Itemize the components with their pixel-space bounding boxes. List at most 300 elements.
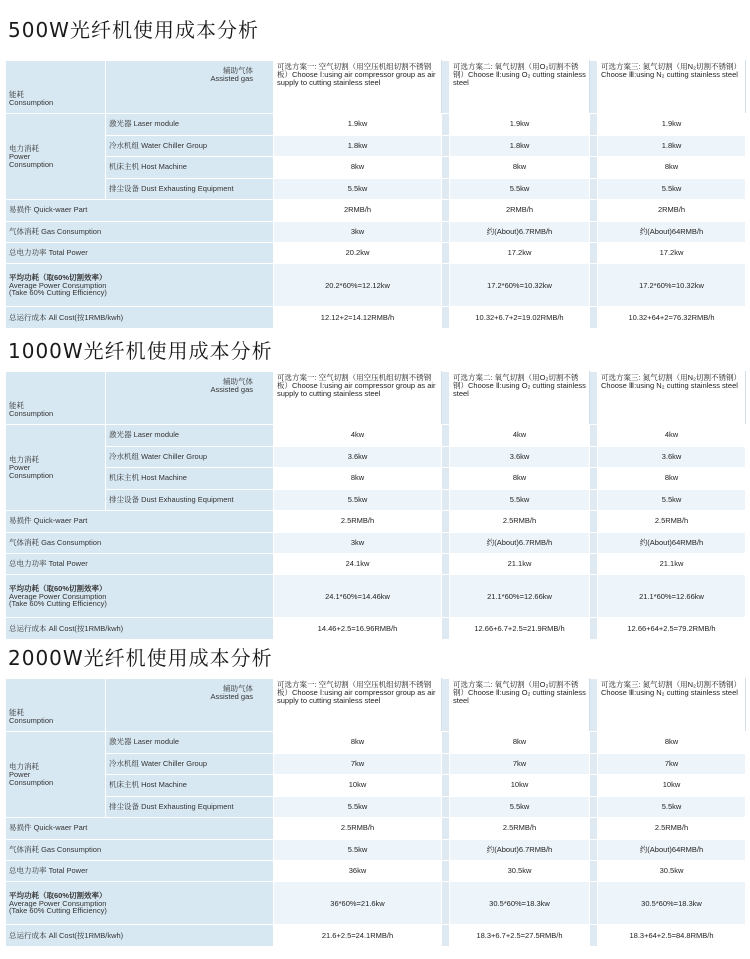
value-text: 2.5RMB/h: [502, 823, 537, 833]
value-cell: [274, 861, 442, 882]
value-text: 10.32+64+2=76.32RMB/h: [628, 312, 715, 322]
table-row: [6, 532, 746, 553]
value-text: 约(About)64RMB/h: [639, 844, 704, 854]
value-cell: [274, 200, 442, 221]
row-label: 平均功耗（取60%切割效率）: [9, 890, 107, 900]
option-3-text: 可选方案三: 氮气切割（用N₂切割不锈钢）Choose Ⅲ:using N₂ cutting stainless steel: [601, 680, 741, 697]
option-3-header: [598, 372, 746, 425]
value-text: 5.5kw: [661, 494, 682, 504]
value-text: 8kw: [512, 473, 527, 483]
row-label-cell: [106, 732, 274, 753]
row-label: Average Power Consumption: [9, 280, 107, 290]
row-label: 机床主机 Host Machine: [109, 162, 187, 172]
row-label: (Take 60% Cutting Efficiency): [9, 599, 107, 609]
row-label-cell: [6, 307, 274, 329]
option-2-header: [450, 372, 590, 425]
consumption-label-cn: 能耗: [9, 708, 24, 718]
row-label-cell: [6, 925, 274, 947]
row-label: 激光器 Laser module: [109, 430, 180, 440]
power-label-cn: 电力消耗: [9, 761, 39, 771]
column-gap: [590, 221, 598, 242]
option-1-text: 可选方案一: 空气切割（用空压机组切割不锈钢板）Choose Ⅰ:using air compressor group as air supply to cutting stainless steel: [277, 373, 436, 398]
row-label-cell: [106, 135, 274, 156]
value-cell: [450, 178, 590, 199]
cost-table-container: [5, 60, 745, 329]
row-label: 激光器 Laser module: [109, 119, 180, 129]
column-gap: [442, 61, 450, 114]
row-label: 易损件 Quick-waer Part: [9, 205, 88, 215]
table-row: [6, 178, 746, 199]
table-row: [6, 200, 746, 221]
option-3-header: [598, 679, 746, 732]
value-text: 8kw: [664, 737, 679, 747]
column-gap: [442, 372, 450, 425]
row-label: 气体消耗 Gas Consumption: [9, 537, 102, 547]
column-gap: [590, 372, 598, 425]
cost-analysis-table: [5, 678, 746, 947]
value-text: 8kw: [350, 737, 365, 747]
column-gap: [442, 425, 450, 446]
row-label: Average Power Consumption: [9, 591, 107, 601]
table-row: [6, 489, 746, 510]
column-gap: [442, 511, 450, 532]
row-label: 冷水机组 Water Chiller Group: [109, 451, 208, 461]
value-text: 30.5kw: [507, 866, 532, 876]
value-cell: [274, 264, 442, 307]
value-text: 2.5RMB/h: [654, 823, 689, 833]
value-cell: [274, 925, 442, 947]
table-row: [6, 135, 746, 156]
row-label: Average Power Consumption: [9, 898, 107, 908]
option-1-header: [274, 372, 442, 425]
option-2-header: [450, 61, 590, 114]
value-cell: [274, 818, 442, 839]
value-text: 1.9kw: [509, 119, 530, 129]
value-text: 5.5kw: [347, 801, 368, 811]
table-row: [6, 861, 746, 882]
assisted-gas-header-cell: [106, 372, 274, 425]
value-cell: [598, 732, 746, 753]
option-2-text: 可选方案二: 氧气切割（用O₂切割不锈钢）Choose Ⅱ:using O₂ cutting stainless steel: [453, 373, 586, 398]
row-label: 平均功耗（取60%切割效率）: [9, 272, 107, 282]
value-cell: [274, 532, 442, 553]
column-gap: [590, 818, 598, 839]
value-cell: [274, 243, 442, 264]
value-text: 4kw: [664, 430, 679, 440]
column-gap: [442, 221, 450, 242]
column-gap: [590, 732, 598, 753]
value-text: 24.1*60%=14.46kw: [325, 591, 390, 601]
column-gap: [442, 753, 450, 774]
value-text: 21.6+2.5=24.1RMB/h: [321, 930, 394, 940]
value-cell: [450, 618, 590, 640]
power-label-en2: Consumption: [9, 159, 54, 169]
power-consumption-group-cell: [6, 732, 106, 818]
value-cell: [450, 532, 590, 553]
value-text: 3.6kw: [661, 451, 682, 461]
row-label: 机床主机 Host Machine: [109, 473, 187, 483]
value-text: 10kw: [662, 780, 681, 790]
row-label-cell: [106, 468, 274, 489]
value-cell: [450, 818, 590, 839]
value-text: 14.46+2.5=16.96RMB/h: [317, 623, 398, 633]
value-cell: [450, 882, 590, 925]
value-cell: [598, 511, 746, 532]
value-cell: [598, 861, 746, 882]
table-row: [6, 925, 746, 947]
column-gap: [442, 925, 450, 947]
row-label: 总电力功率 Total Power: [9, 248, 88, 258]
row-label: 机床主机 Host Machine: [109, 780, 187, 790]
value-text: 17.2*60%=10.32kw: [639, 280, 704, 290]
value-text: 18.3+64+2.5=84.8RMB/h: [629, 930, 714, 940]
value-cell: [274, 489, 442, 510]
value-text: 20.2*60%=12.12kw: [325, 280, 390, 290]
value-cell: [598, 114, 746, 135]
column-gap: [442, 732, 450, 753]
power-consumption-group-cell: [6, 425, 106, 511]
value-cell: [274, 114, 442, 135]
row-label: 总运行成本 All Cost(按1RMB/kwh): [9, 312, 124, 322]
section-title: 500W光纤机使用成本分析: [8, 18, 259, 42]
value-cell: [274, 839, 442, 860]
value-text: 10kw: [510, 780, 529, 790]
column-gap: [442, 554, 450, 575]
column-gap: [442, 679, 450, 732]
value-text: 7kw: [350, 758, 365, 768]
table-row: [6, 732, 746, 753]
value-text: 30.5*60%=18.3kw: [641, 898, 702, 908]
column-gap: [442, 839, 450, 860]
value-cell: [450, 446, 590, 467]
consumption-label-cn: 能耗: [9, 90, 24, 100]
column-gap: [590, 554, 598, 575]
value-cell: [598, 882, 746, 925]
value-text: 1.8kw: [509, 140, 530, 150]
row-label-cell: [106, 796, 274, 817]
row-label: 平均功耗（取60%切割效率）: [9, 583, 107, 593]
column-gap: [590, 489, 598, 510]
value-cell: [274, 178, 442, 199]
row-label: 排尘设备 Dust Exhausting Equipment: [109, 183, 234, 193]
value-cell: [598, 243, 746, 264]
row-label-cell: [6, 243, 274, 264]
value-cell: [274, 882, 442, 925]
value-text: 1.9kw: [347, 119, 368, 129]
row-label-cell: [6, 511, 274, 532]
value-text: 约(About)6.7RMB/h: [486, 537, 553, 547]
value-cell: [274, 157, 442, 178]
column-gap: [442, 882, 450, 925]
value-text: 8kw: [350, 162, 365, 172]
table-row: [6, 818, 746, 839]
value-text: 12.66+64+2.5=79.2RMB/h: [627, 623, 716, 633]
column-gap: [590, 61, 598, 114]
column-gap: [442, 575, 450, 618]
column-gap: [590, 178, 598, 199]
value-cell: [598, 554, 746, 575]
value-cell: [274, 468, 442, 489]
value-text: 2RMB/h: [657, 205, 686, 215]
column-gap: [590, 618, 598, 640]
value-text: 5.5kw: [347, 844, 368, 854]
table-row: [6, 157, 746, 178]
column-gap: [590, 861, 598, 882]
value-cell: [598, 307, 746, 329]
value-text: 5.5kw: [347, 494, 368, 504]
value-text: 21.1*60%=12.66kw: [487, 591, 552, 601]
row-label: 激光器 Laser module: [109, 737, 180, 747]
value-cell: [450, 157, 590, 178]
assisted-gas-header-cell: [106, 679, 274, 732]
value-cell: [450, 775, 590, 796]
value-text: 17.2kw: [507, 248, 532, 258]
table-row: [6, 554, 746, 575]
row-label-cell: [106, 157, 274, 178]
row-label-cell: [6, 221, 274, 242]
column-gap: [590, 679, 598, 732]
column-gap: [590, 511, 598, 532]
value-text: 36*60%=21.6kw: [330, 898, 385, 908]
value-text: 30.5*60%=18.3kw: [489, 898, 550, 908]
assisted-gas-label-en: Assisted gas: [210, 74, 253, 84]
value-cell: [450, 135, 590, 156]
column-gap: [442, 532, 450, 553]
table-row: [6, 796, 746, 817]
value-text: 5.5kw: [509, 801, 530, 811]
value-text: 1.9kw: [661, 119, 682, 129]
table-row: [6, 264, 746, 307]
value-text: 约(About)64RMB/h: [639, 537, 704, 547]
consumption-label-en: Consumption: [9, 716, 54, 726]
value-cell: [450, 307, 590, 329]
value-cell: [450, 753, 590, 774]
column-gap: [442, 796, 450, 817]
value-cell: [274, 775, 442, 796]
value-cell: [598, 532, 746, 553]
row-label-cell: [6, 618, 274, 640]
value-text: 5.5kw: [661, 183, 682, 193]
row-label-cell: [106, 446, 274, 467]
table-row: [6, 425, 746, 446]
row-label-cell: [106, 425, 274, 446]
assisted-gas-header-cell: [106, 61, 274, 114]
table-row: [6, 307, 746, 329]
row-label: 气体消耗 Gas Consumption: [9, 226, 102, 236]
value-cell: [450, 264, 590, 307]
value-cell: [598, 575, 746, 618]
value-cell: [598, 796, 746, 817]
row-label-cell: [6, 264, 274, 307]
row-label-cell: [106, 753, 274, 774]
value-cell: [598, 425, 746, 446]
value-text: 2.5RMB/h: [340, 823, 375, 833]
column-gap: [442, 135, 450, 156]
column-gap: [590, 307, 598, 329]
row-label: 总运行成本 All Cost(按1RMB/kwh): [9, 930, 124, 940]
row-label-cell: [6, 575, 274, 618]
value-text: 4kw: [350, 430, 365, 440]
row-label: 冷水机组 Water Chiller Group: [109, 758, 208, 768]
value-text: 约(About)6.7RMB/h: [486, 226, 553, 236]
column-gap: [590, 135, 598, 156]
row-label: (Take 60% Cutting Efficiency): [9, 906, 107, 916]
value-text: 7kw: [664, 758, 679, 768]
column-gap: [590, 468, 598, 489]
value-text: 5.5kw: [509, 494, 530, 504]
value-cell: [450, 732, 590, 753]
cost-table-container: [5, 678, 745, 947]
value-cell: [450, 114, 590, 135]
row-label-cell: [106, 178, 274, 199]
row-label-cell: [106, 775, 274, 796]
row-label-cell: [6, 554, 274, 575]
column-gap: [590, 446, 598, 467]
assisted-gas-label-en: Assisted gas: [210, 385, 253, 395]
value-text: 8kw: [512, 162, 527, 172]
value-text: 24.1kw: [345, 559, 370, 569]
value-text: 7kw: [512, 758, 527, 768]
consumption-label-en: Consumption: [9, 409, 54, 419]
column-gap: [442, 264, 450, 307]
row-label: 冷水机组 Water Chiller Group: [109, 140, 208, 150]
column-gap: [590, 575, 598, 618]
table-row: [6, 511, 746, 532]
value-cell: [598, 775, 746, 796]
value-text: 8kw: [664, 473, 679, 483]
value-text: 5.5kw: [661, 801, 682, 811]
value-text: 2.5RMB/h: [502, 516, 537, 526]
value-text: 36kw: [348, 866, 367, 876]
value-cell: [450, 200, 590, 221]
power-label-cn: 电力消耗: [9, 143, 39, 153]
value-cell: [598, 925, 746, 947]
value-cell: [274, 511, 442, 532]
column-gap: [590, 425, 598, 446]
value-text: 3.6kw: [347, 451, 368, 461]
power-label-en: Power: [9, 462, 31, 472]
value-text: 8kw: [512, 737, 527, 747]
value-cell: [274, 554, 442, 575]
value-cell: [450, 221, 590, 242]
value-cell: [450, 489, 590, 510]
value-cell: [274, 446, 442, 467]
value-cell: [274, 796, 442, 817]
value-cell: [274, 732, 442, 753]
table-row: [6, 468, 746, 489]
table-row: [6, 114, 746, 135]
value-cell: [598, 221, 746, 242]
column-gap: [442, 446, 450, 467]
option-1-text: 可选方案一: 空气切割（用空压机组切割不锈钢板）Choose Ⅰ:using air compressor group as air supply to cutting stainless steel: [277, 62, 436, 87]
assisted-gas-label-en: Assisted gas: [210, 692, 253, 702]
section-title: 2000W光纤机使用成本分析: [8, 646, 273, 670]
column-gap: [442, 307, 450, 329]
value-cell: [598, 135, 746, 156]
option-1-header: [274, 679, 442, 732]
column-gap: [590, 796, 598, 817]
column-gap: [442, 200, 450, 221]
cost-analysis-table: [5, 60, 746, 329]
column-gap: [590, 775, 598, 796]
value-text: 18.3+6.7+2.5=27.5RMB/h: [476, 930, 563, 940]
value-cell: [274, 307, 442, 329]
column-gap: [442, 468, 450, 489]
power-consumption-group-cell: [6, 114, 106, 200]
row-label: 总电力功率 Total Power: [9, 866, 88, 876]
column-gap: [590, 157, 598, 178]
value-cell: [450, 575, 590, 618]
column-gap: [442, 618, 450, 640]
cost-analysis-table: [5, 371, 746, 640]
consumption-header-cell: [6, 679, 106, 732]
value-cell: [450, 425, 590, 446]
column-gap: [590, 925, 598, 947]
option-1-text: 可选方案一: 空气切割（用空压机组切割不锈钢板）Choose Ⅰ:using air compressor group as air supply to cutting stainless steel: [277, 680, 436, 705]
value-cell: [274, 425, 442, 446]
value-cell: [450, 243, 590, 264]
value-cell: [598, 618, 746, 640]
value-text: 30.5kw: [659, 866, 684, 876]
value-text: 12.12+2=14.12RMB/h: [320, 312, 395, 322]
value-cell: [598, 178, 746, 199]
assisted-gas-label-cn: 辅助气体: [223, 684, 253, 693]
column-gap: [442, 775, 450, 796]
value-text: 3kw: [350, 226, 365, 236]
value-text: 8kw: [664, 162, 679, 172]
value-cell: [598, 157, 746, 178]
value-cell: [274, 135, 442, 156]
value-cell: [274, 575, 442, 618]
consumption-label-en: Consumption: [9, 98, 54, 108]
consumption-label-cn: 能耗: [9, 401, 24, 411]
value-cell: [598, 839, 746, 860]
value-text: 2.5RMB/h: [340, 516, 375, 526]
table-row: [6, 753, 746, 774]
value-text: 2RMB/h: [505, 205, 534, 215]
option-1-header: [274, 61, 442, 114]
power-label-en: Power: [9, 769, 31, 779]
row-label-cell: [6, 818, 274, 839]
value-cell: [450, 925, 590, 947]
column-gap: [442, 178, 450, 199]
assisted-gas-label-cn: 辅助气体: [223, 377, 253, 386]
value-cell: [598, 264, 746, 307]
value-text: 4kw: [512, 430, 527, 440]
value-cell: [450, 796, 590, 817]
column-gap: [590, 264, 598, 307]
value-text: 17.2*60%=10.32kw: [487, 280, 552, 290]
value-text: 3kw: [350, 537, 365, 547]
row-label: 排尘设备 Dust Exhausting Equipment: [109, 494, 234, 504]
value-text: 5.5kw: [347, 183, 368, 193]
section-title: 1000W光纤机使用成本分析: [8, 339, 273, 363]
value-cell: [598, 753, 746, 774]
cost-table-container: [5, 371, 745, 640]
value-cell: [598, 489, 746, 510]
value-text: 21.1kw: [507, 559, 532, 569]
value-cell: [450, 554, 590, 575]
value-cell: [598, 200, 746, 221]
value-text: 约(About)64RMB/h: [639, 226, 704, 236]
value-text: 约(About)6.7RMB/h: [486, 844, 553, 854]
column-gap: [442, 243, 450, 264]
column-gap: [442, 114, 450, 135]
row-label: 气体消耗 Gas Consumption: [9, 844, 102, 854]
column-gap: [442, 489, 450, 510]
value-text: 21.1*60%=12.66kw: [639, 591, 704, 601]
consumption-header-cell: [6, 61, 106, 114]
